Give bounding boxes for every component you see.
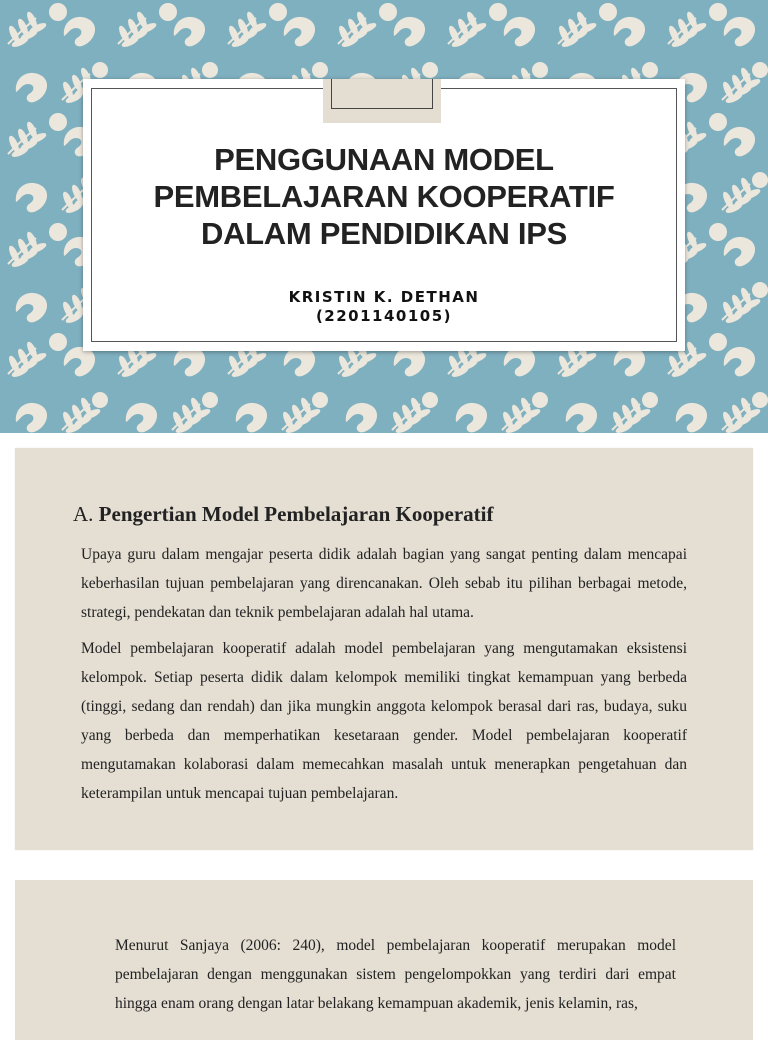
author-name: KRISTIN K. DETHAN [288, 288, 480, 306]
student-id: (2201140105) [315, 307, 453, 325]
title-line-1: PENGGUNAAN MODEL [214, 142, 554, 177]
decorative-tab-frame [331, 79, 433, 109]
title-line-3: DALAM PENDIDIKAN IPS [200, 216, 567, 251]
heading-prefix: A. [73, 502, 99, 526]
content-slide-sanjaya [15, 880, 753, 1040]
presentation-title [92, 141, 676, 252]
content-slide-definition [15, 448, 753, 850]
paragraph-sanjaya: Menurut Sanjaya (2006: 240), model pembelajaran kooperatif merupakan model pembelajaran dengan menggunakan sistem pengelompokkan yang terdiri dari empat hingga enam orang dengan latar belakang kemampuan akademik, jenis kelamin, ras, [115, 937, 676, 1012]
title-card [83, 79, 685, 351]
title-line-2: PEMBELAJARAN KOOPERATIF [153, 179, 615, 214]
section-heading [73, 502, 494, 527]
paragraph-intro: Upaya guru dalam mengajar peserta didik adalah bagian yang sangat penting dalam mencapai keberhasilan tujuan pembelajaran yang direncanakan. Oleh sebab itu pilihan berbagai metode, strategi, pendekatan dan teknik pembelajaran adalah hal utama. [81, 546, 687, 621]
title-frame [91, 88, 677, 342]
paragraph-definition: Model pembelajaran kooperatif adalah model pembelajaran yang mengutamakan eksistensi kelompok. Setiap peserta didik dalam kelompok memiliki tingkat kemampuan yang berbeda (tinggi, sedang dan rendah) dan jika mungkin anggota kelompok berasal dari ras, budaya, suku yang berbeda dan memperhatikan kesetaraan gender. Model pembelajaran kooperatif mengutamakan kolaborasi dalam memecahkan masalah untuk menerapkan pengetahuan dan keterampilan untuk mencapai tujuan pembelajaran. [81, 640, 687, 802]
decorative-tab [323, 79, 441, 123]
title-slide [0, 0, 768, 433]
heading-title: Pengertian Model Pembelajaran Kooperatif [98, 502, 494, 526]
